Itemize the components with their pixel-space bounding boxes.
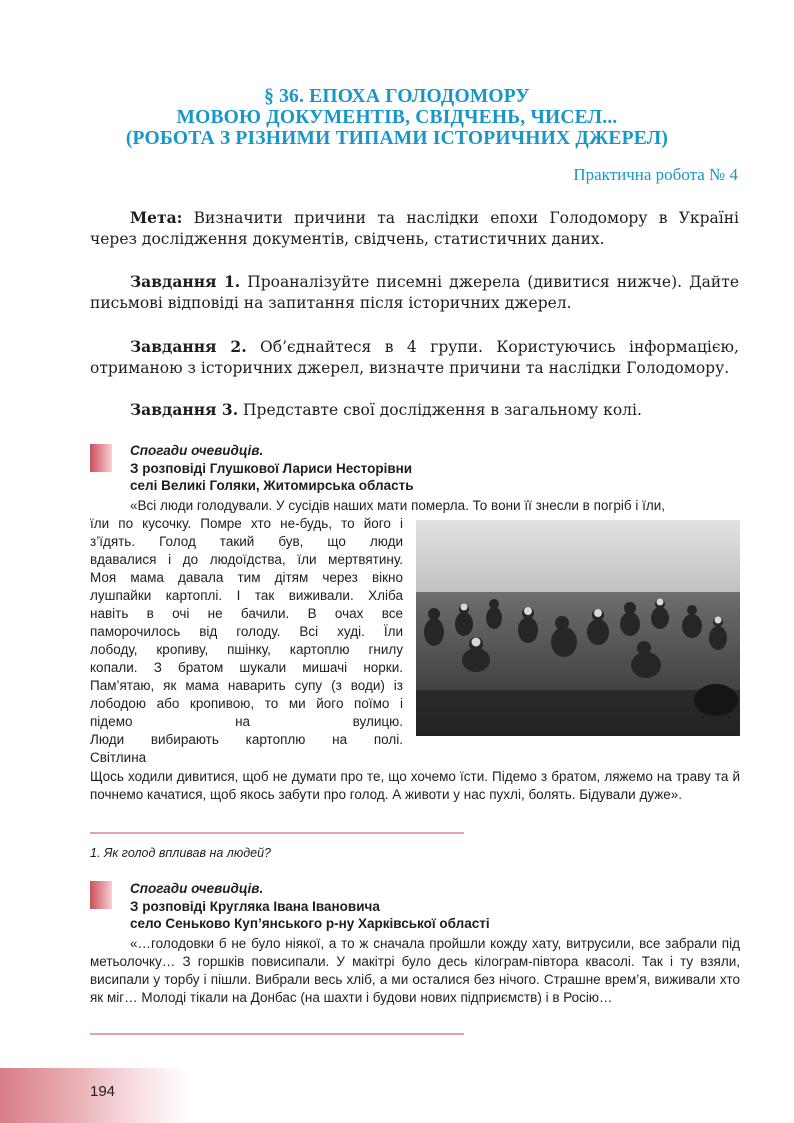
task3-label: Завдання 3. — [130, 400, 239, 419]
source1-line: Моя мама давала тим дітям через вікно — [90, 570, 403, 585]
source1-line: копали. З братом шукали мишачі норки. — [90, 660, 403, 675]
source1-author: З розповіді Глушкової Лариси Несторівни — [130, 460, 413, 476]
source2-text: «…голодовки б не було ніякої, а то ж сначала пройшли кожду хату, витрусили, все забрали під метьолочку… З горшків повисипали. У макітрі було десь кілограм-півтора квасолі. Так і ту взяли, висипали у торбу і пішли. Вибрали весь хліб, а ми осталися без нічого. Страшне врем’я, виживали хто як міг… Молоді тікали на Донбас (на шахти і будови нових підприємств) і в Росію… — [90, 936, 740, 1005]
source1-line: лушпайки картоплі. І так виживали. Хліба — [90, 588, 403, 603]
task1-paragraph — [90, 271, 739, 314]
chapter-title — [0, 86, 794, 149]
famine-photo — [416, 520, 740, 736]
question-1: 1. Як голод впливав на людей? — [90, 846, 271, 860]
source1-line: вдавалися і до людоїдства, їли мертвятину. — [90, 552, 403, 567]
source1-first-line: «Всі люди голодували. У сусідів наших мати померла. То вони її знесли в погріб і їли, — [130, 498, 665, 513]
divider — [90, 1033, 464, 1035]
page-number: 194 — [90, 1083, 116, 1100]
source1-line: з’їдять. Голод такий був, що люди — [90, 534, 403, 549]
source2-header — [130, 880, 490, 933]
photo-caption-label: Світлина — [90, 750, 147, 765]
task3-text: Представте свої дослідження в загальному колі. — [238, 401, 642, 419]
task2-paragraph — [90, 336, 739, 379]
source1-column-text — [90, 515, 403, 767]
title-line-1: § 36. ЕПОХА ГОЛОДОМОРУ — [264, 86, 530, 107]
title-line-2: МОВОЮ ДОКУМЕНТІВ, СВІДЧЕНЬ, ЧИСЕЛ... — [176, 107, 618, 128]
practical-work-label: Практична робота № 4 — [573, 165, 738, 184]
goal-label: Мета: — [130, 208, 183, 227]
task2-label: Завдання 2. — [130, 337, 247, 356]
source1-place: селі Великі Голяки, Житомирська область — [130, 478, 414, 493]
source-marker — [90, 881, 112, 909]
source1-line: підемо на вулицю. — [90, 714, 403, 729]
goal-paragraph — [90, 207, 739, 250]
source1-line: Пам’ятаю, як мама наварить супу (з води) із — [90, 678, 403, 693]
source2-place: село Сеньково Куп’янського р-ну Харківської області — [130, 916, 490, 931]
source1-line: лободою або кропивою, то ми його поїмо і — [90, 696, 403, 711]
divider — [90, 832, 464, 834]
source1-heading: Спогади очевидців. — [130, 443, 264, 458]
source2-heading: Спогади очевидців. — [130, 881, 264, 896]
task3-paragraph — [90, 399, 739, 421]
source2-author: З розповіді Кругляка Івана Івановича — [130, 898, 380, 914]
source1-line: навіть в очі не бачили. В очах все — [90, 606, 403, 621]
task1-text: Проаналізуйте писемні джерела (дивитися нижче). Дайте письмові відповіді на запитання після історичних джерел. — [90, 273, 739, 312]
source1-rest: Щось ходили дивитися, щоб не думати про те, що хочемо їсти. Підемо з братом, ляжемо на траву та й почнемо качатися, щоб якось забути про голод. А животи у нас пухлі, болять. Бідували дуже». — [90, 769, 740, 802]
goal-text: Визначити причини та наслідки епохи Голодомору в Україні через дослідження документів, свідчень, статистичних даних. — [90, 209, 739, 248]
source1-line: лободу, кропиву, пшінку, картоплю гнилу — [90, 642, 403, 657]
task2-text: Об’єднайтеся в 4 групи. Користуючись інформацією, отриманою з історичних джерел, визначте причини та наслідки Голодомору. — [90, 338, 739, 377]
source1-header — [130, 442, 414, 495]
title-line-3: (РОБОТА З РІЗНИМИ ТИПАМИ ІСТОРИЧНИХ ДЖЕРЕЛ) — [125, 128, 669, 149]
source1-line: паморочилось від голоду. Всі худі. Їли — [90, 624, 403, 639]
task1-label: Завдання 1. — [130, 272, 241, 291]
photo-caption: Люди вибирають картоплю на полі. — [90, 732, 403, 747]
source-marker — [90, 444, 112, 472]
source1-line: їли по кусочку. Помре хто не-будь, то його і — [90, 516, 403, 531]
